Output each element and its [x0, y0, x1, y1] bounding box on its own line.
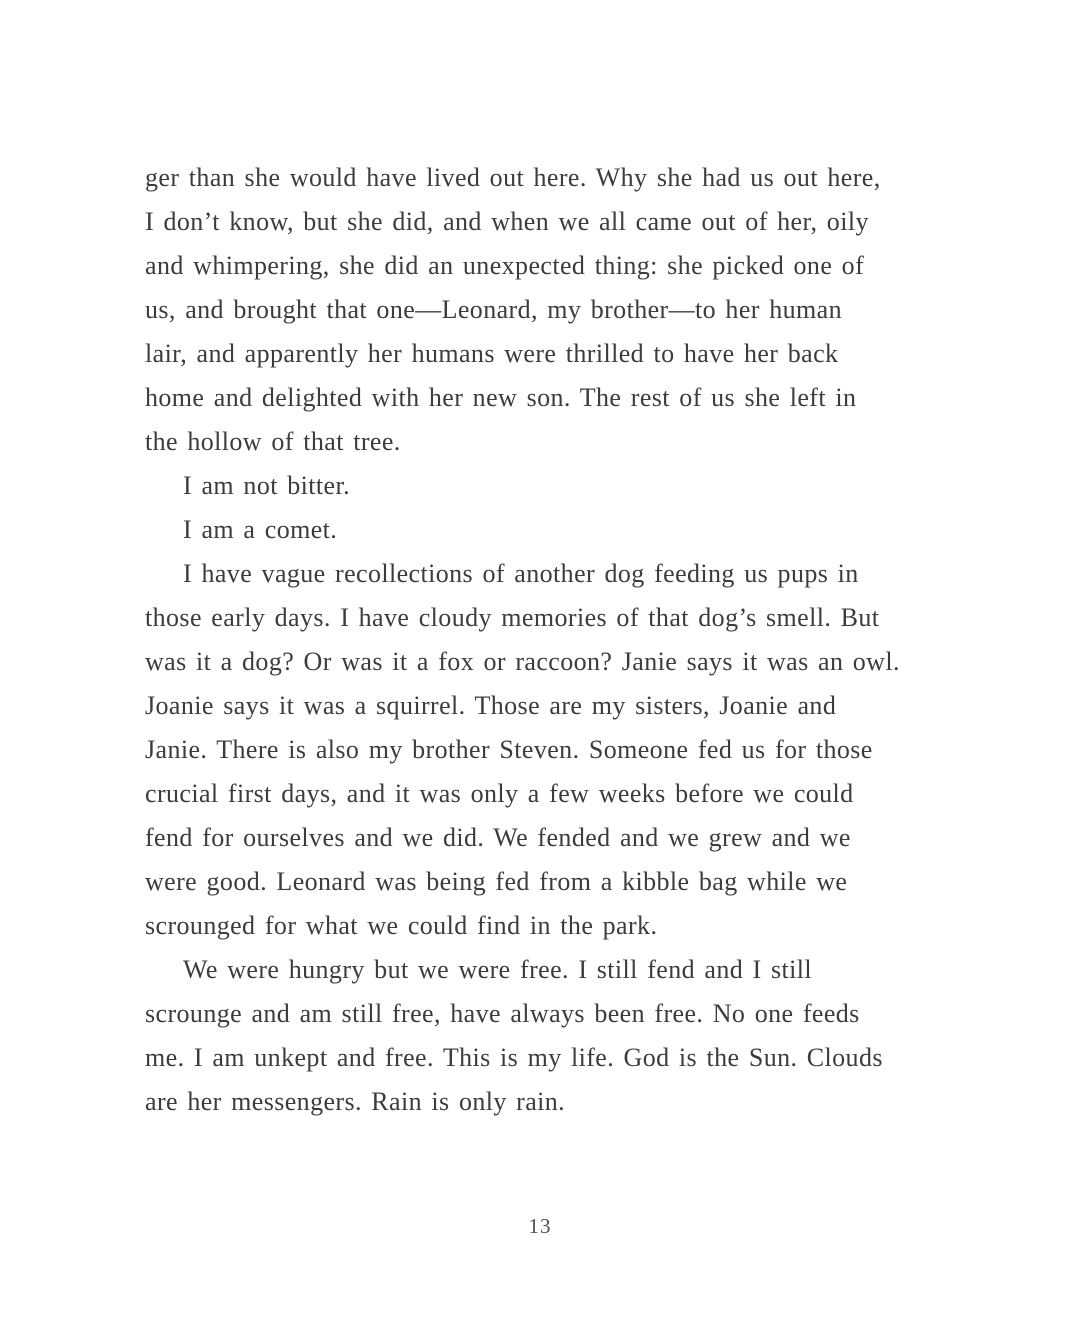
paragraph	[145, 948, 945, 1124]
text-line: I have vague recollections of another dog feeding us pups in	[183, 559, 859, 588]
paragraph	[145, 508, 945, 552]
text-line: Janie. There is also my brother Steven. Someone fed us for those	[145, 735, 873, 764]
text-line: ger than she would have lived out here. Why she had us out here,	[145, 163, 881, 192]
text-line: those early days. I have cloudy memories of that dog’s smell. But	[145, 603, 880, 632]
text-line: scrounge and am still free, have always been free. No one feeds	[145, 999, 860, 1028]
text-line: the hollow of that tree.	[145, 427, 401, 456]
text-line: and whimpering, she did an unexpected thing: she picked one of	[145, 251, 865, 280]
text-line: are her messengers. Rain is only rain.	[145, 1087, 566, 1116]
text-line: Joanie says it was a squirrel. Those are my sisters, Joanie and	[145, 691, 837, 720]
text-line: were good. Leonard was being fed from a kibble bag while we	[145, 867, 848, 896]
paragraph	[145, 552, 945, 948]
text-line: us, and brought that one—Leonard, my brother—to her human	[145, 295, 842, 324]
text-line: was it a dog? Or was it a fox or raccoon? Janie says it was an owl.	[145, 647, 900, 676]
text-line: We were hungry but we were free. I still fend and I still	[183, 955, 813, 984]
text-line: scrounged for what we could find in the park.	[145, 911, 658, 940]
text-line: home and delighted with her new son. The rest of us she left in	[145, 383, 857, 412]
text-line: I am not bitter.	[183, 471, 350, 500]
text-line: I am a comet.	[183, 515, 338, 544]
body-text	[145, 156, 945, 1124]
text-line: me. I am unkept and free. This is my life. God is the Sun. Clouds	[145, 1043, 883, 1072]
text-line: crucial first days, and it was only a few weeks before we could	[145, 779, 854, 808]
paragraph	[145, 156, 945, 464]
text-line: fend for ourselves and we did. We fended and we grew and we	[145, 823, 851, 852]
text-line: I don’t know, but she did, and when we all came out of her, oily	[145, 207, 869, 236]
page-number: 13	[528, 1214, 552, 1238]
text-line: lair, and apparently her humans were thrilled to have her back	[145, 339, 839, 368]
paragraph	[145, 464, 945, 508]
